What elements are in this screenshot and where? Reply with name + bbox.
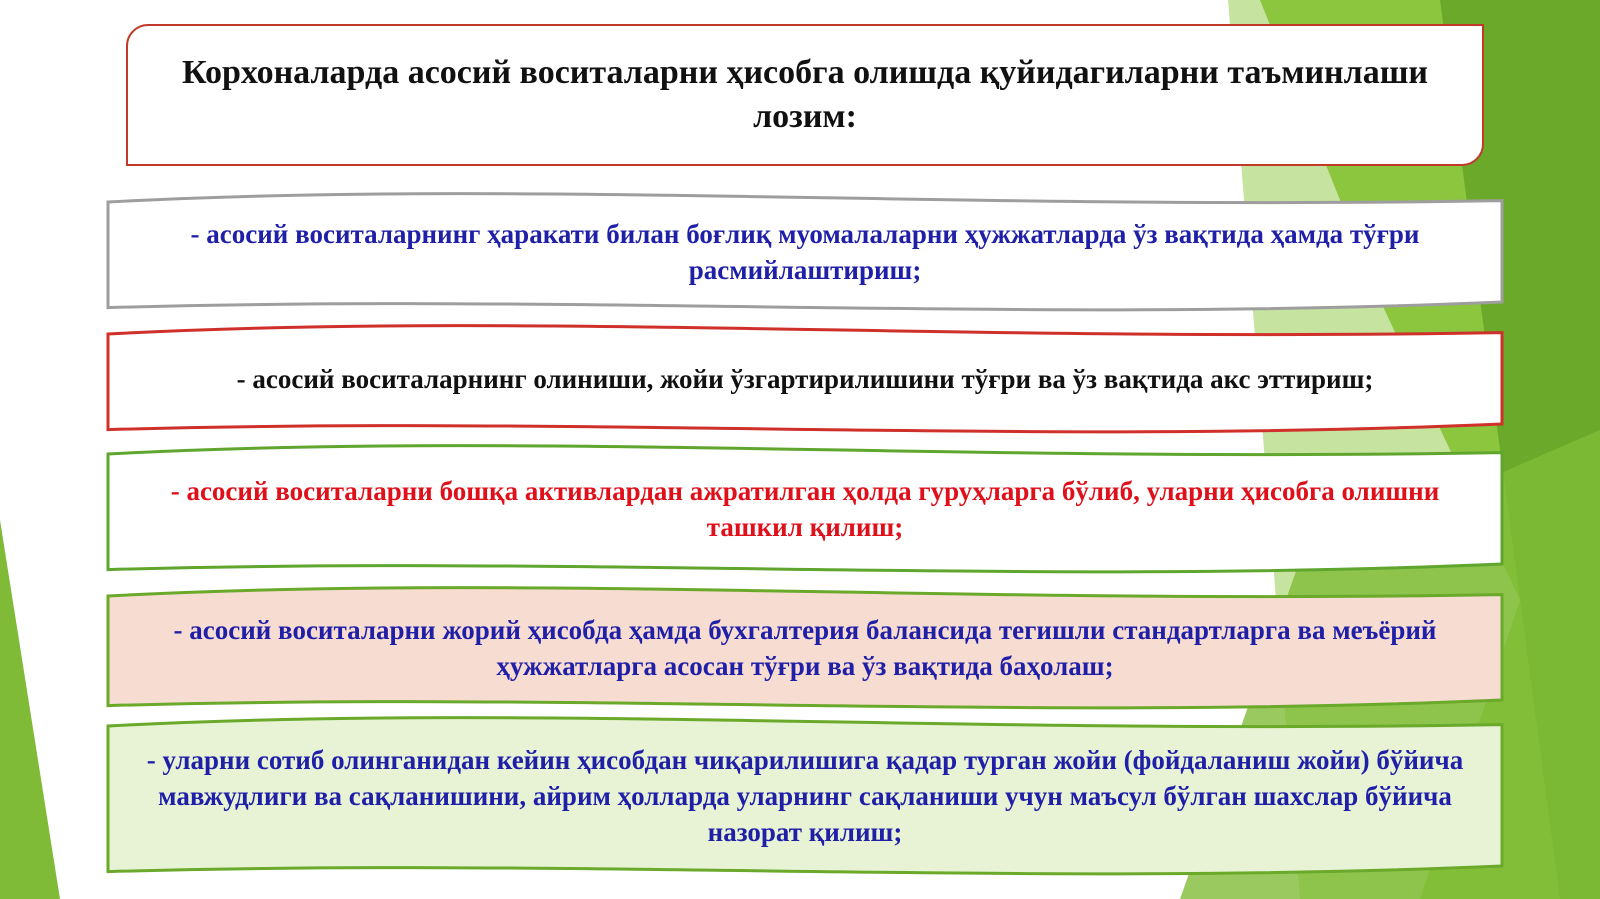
banner-item-1 [108,188,1502,316]
banner-item-4 [108,582,1502,714]
bg-green-shape-left [0,520,60,899]
banner-text-1: - асосий воситаларнинг ҳаракати билан боғлиқ муомалаларни ҳужжатларда ўз вақтида ҳамда тўғри расмийлаштириш; [190,219,1420,285]
banner-item-5 [108,712,1502,880]
banner-text-5: - уларни сотиб олинганидан кейин ҳисобдан чиқарилишига қадар турган жойи (фойдаланиш жойи) бўйича мавжудлиги ва сақланишини, айрим ҳолларда уларнинг сақланиши учун маъсул бўлган шахслар бўйича назорат қилиш; [146,745,1464,847]
banner-text-2: - асосий воситаларнинг олиниши, жойи ўзгартирилишини тўғри ва ўз вақтида акс эттириш; [236,364,1374,394]
banner-item-3 [108,440,1502,578]
banner-item-2 [108,320,1502,438]
slide-title: Корхоналарда асосий воситаларни ҳисобга олишда қуйидагиларни таъминлаши лозим: [182,54,1428,135]
banner-text-3: - асосий воситаларни бошқа активлардан ажратилган ҳолда гуруҳларга бўлиб, уларни ҳисобга олишни ташкил қилиш; [170,476,1440,542]
banner-text-4: - асосий воситаларни жорий ҳисобда ҳамда бухгалтерия балансида тегишли стандартларга ва меъёрий ҳужжатларга асосан тўғри ва ўз вақтида баҳолаш; [173,615,1437,681]
title-box [126,24,1484,166]
